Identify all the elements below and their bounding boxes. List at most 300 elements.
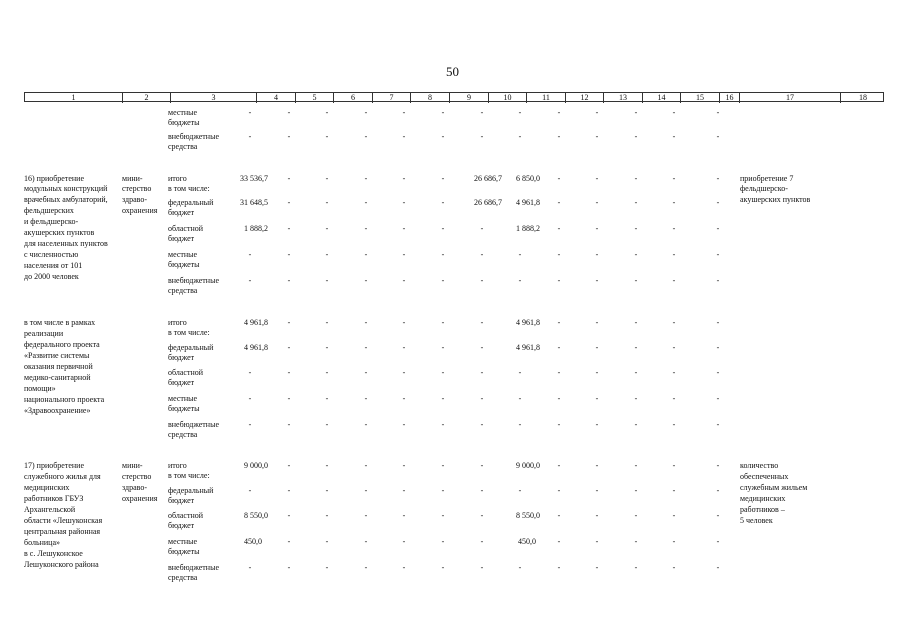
b16-vnebudzh-label-2: средства — [168, 286, 198, 295]
empty-cell-dash: - — [441, 132, 445, 141]
empty-cell-dash: - — [672, 461, 676, 470]
b16-itogo-c11: 6 850,0 — [516, 174, 540, 183]
block16-ministry-3: здраво- — [122, 195, 148, 204]
empty-cell-dash: - — [518, 250, 522, 259]
empty-cell-dash: - — [716, 563, 720, 572]
b16-result-1: приобретение 7 — [740, 174, 794, 183]
empty-cell-dash: - — [557, 276, 561, 285]
b16-oblast-label-2: бюджет — [168, 234, 195, 243]
b17-mestnye-label-2: бюджеты — [168, 547, 200, 556]
empty-cell-dash: - — [364, 368, 368, 377]
empty-cell-dash: - — [287, 368, 291, 377]
block17-title-3: медицинских — [24, 483, 70, 492]
block16-ministry-4: охранения — [122, 206, 158, 215]
header-cell-17: 17 — [739, 93, 840, 103]
empty-cell-dash: - — [364, 537, 368, 546]
empty-cell-dash: - — [325, 224, 329, 233]
empty-cell-dash: - — [672, 276, 676, 285]
block17-ministry-1: мини- — [122, 461, 143, 470]
b17-vnebudzh-label-1: внебюджетные — [168, 563, 219, 572]
empty-cell-dash: - — [287, 511, 291, 520]
empty-cell-dash: - — [634, 537, 638, 546]
blockfp-title-6: медико-санитарной — [24, 373, 91, 382]
header-cell-14: 14 — [642, 93, 680, 103]
header-cell-15: 15 — [680, 93, 719, 103]
empty-cell-dash: - — [672, 368, 676, 377]
empty-cell-dash: - — [595, 250, 599, 259]
empty-cell-dash: - — [557, 224, 561, 233]
b17-result-1: количество — [740, 461, 779, 470]
blockfp-title-2: реализации — [24, 329, 64, 338]
empty-cell-dash: - — [402, 108, 406, 117]
empty-cell-dash: - — [672, 486, 676, 495]
empty-cell-dash: - — [287, 420, 291, 429]
empty-cell-dash: - — [595, 318, 599, 327]
empty-cell-dash: - — [287, 132, 291, 141]
header-cell-1: 1 — [71, 93, 76, 102]
bfp-mestnye-label-1: местные — [168, 394, 198, 403]
empty-cell-dash: - — [441, 224, 445, 233]
row-label-vnebudzh-2: средства — [168, 142, 198, 151]
header-cell-8: 8 — [410, 93, 449, 103]
empty-cell-dash: - — [634, 461, 638, 470]
empty-cell-dash: - — [364, 276, 368, 285]
empty-cell-dash: - — [325, 198, 329, 207]
empty-cell-dash: - — [716, 250, 720, 259]
b16-oblast-c11: 1 888,2 — [516, 224, 540, 233]
empty-cell-dash: - — [325, 318, 329, 327]
empty-cell-dash: - — [248, 250, 252, 259]
empty-cell-dash: - — [402, 368, 406, 377]
b17-itogo-label: итого — [168, 461, 187, 470]
blockfp-title-5: оказания первичной — [24, 362, 93, 371]
empty-cell-dash: - — [672, 250, 676, 259]
b17-mestnye-c4: 450,0 — [244, 537, 262, 546]
b17-vtomchisle-label: в том числе: — [168, 471, 210, 480]
empty-cell-dash: - — [557, 198, 561, 207]
empty-cell-dash: - — [672, 563, 676, 572]
empty-cell-dash: - — [557, 108, 561, 117]
blockfp-title-3: федерального проекта — [24, 340, 100, 349]
empty-cell-dash: - — [441, 563, 445, 572]
empty-cell-dash: - — [672, 343, 676, 352]
empty-cell-dash: - — [480, 343, 484, 352]
empty-cell-dash: - — [287, 394, 291, 403]
empty-cell-dash: - — [402, 224, 406, 233]
empty-cell-dash: - — [441, 276, 445, 285]
empty-cell-dash: - — [287, 250, 291, 259]
empty-cell-dash: - — [634, 276, 638, 285]
empty-cell-dash: - — [287, 224, 291, 233]
empty-cell-dash: - — [364, 132, 368, 141]
empty-cell-dash: - — [557, 563, 561, 572]
empty-cell-dash: - — [634, 250, 638, 259]
empty-cell-dash: - — [325, 537, 329, 546]
empty-cell-dash: - — [672, 318, 676, 327]
header-cell-18: 18 — [840, 93, 885, 103]
b16-federal-c4: 31 648,5 — [240, 198, 268, 207]
empty-cell-dash: - — [672, 537, 676, 546]
header-cell-10: 10 — [488, 93, 526, 103]
row-label-mestnye-2: бюджеты — [168, 118, 200, 127]
empty-cell-dash: - — [364, 563, 368, 572]
empty-cell-dash: - — [480, 394, 484, 403]
b17-vnebudzh-label-2: средства — [168, 573, 198, 582]
b16-federal-c10: 26 686,7 — [474, 198, 502, 207]
empty-cell-dash: - — [672, 198, 676, 207]
empty-cell-dash: - — [248, 132, 252, 141]
empty-cell-dash: - — [325, 486, 329, 495]
empty-cell-dash: - — [402, 318, 406, 327]
b17-oblast-c4: 8 550,0 — [244, 511, 268, 520]
b17-oblast-label-2: бюджет — [168, 521, 195, 530]
block16-title-3: врачебных амбулаторий, — [24, 195, 108, 204]
empty-cell-dash: - — [364, 420, 368, 429]
empty-cell-dash: - — [364, 318, 368, 327]
bfp-vnebudzh-label-2: средства — [168, 430, 198, 439]
empty-cell-dash: - — [402, 276, 406, 285]
b17-result-4: медицинских — [740, 494, 786, 503]
empty-cell-dash: - — [557, 394, 561, 403]
empty-cell-dash: - — [634, 511, 638, 520]
empty-cell-dash: - — [402, 132, 406, 141]
header-cell-6: 6 — [333, 93, 372, 103]
empty-cell-dash: - — [480, 250, 484, 259]
empty-cell-dash: - — [480, 108, 484, 117]
page-number: 50 — [446, 64, 459, 79]
b17-mestnye-label-1: местные — [168, 537, 198, 546]
empty-cell-dash: - — [518, 394, 522, 403]
empty-cell-dash: - — [248, 108, 252, 117]
empty-cell-dash: - — [480, 461, 484, 470]
block17-ministry-4: охранения — [122, 494, 158, 503]
empty-cell-dash: - — [716, 461, 720, 470]
empty-cell-dash: - — [325, 420, 329, 429]
block16-title-4: фельдшерских — [24, 206, 74, 215]
empty-cell-dash: - — [634, 343, 638, 352]
header-cell-16: 16 — [719, 93, 739, 103]
bfp-federal-c11: 4 961,8 — [516, 343, 540, 352]
empty-cell-dash: - — [672, 394, 676, 403]
b16-mestnye-label-1: местные — [168, 250, 198, 259]
header-cell-13: 13 — [603, 93, 642, 103]
bfp-federal-label-1: федеральный — [168, 343, 214, 352]
empty-cell-dash: - — [441, 174, 445, 183]
empty-cell-dash: - — [595, 420, 599, 429]
bfp-vtomchisle-label: в том числе: — [168, 328, 210, 337]
empty-cell-dash: - — [441, 461, 445, 470]
empty-cell-dash: - — [364, 461, 368, 470]
blockfp-title-7: помощи» — [24, 384, 56, 393]
empty-cell-dash: - — [557, 343, 561, 352]
empty-cell-dash: - — [325, 461, 329, 470]
b17-result-6: 5 человек — [740, 516, 773, 525]
bfp-federal-c4: 4 961,8 — [244, 343, 268, 352]
empty-cell-dash: - — [634, 108, 638, 117]
block17-title-5: Архангельской — [24, 505, 76, 514]
header-cell-5: 5 — [295, 93, 333, 103]
empty-cell-dash: - — [402, 394, 406, 403]
bfp-federal-label-2: бюджет — [168, 353, 195, 362]
b17-result-3: служебным жильем — [740, 483, 808, 492]
empty-cell-dash: - — [402, 420, 406, 429]
block17-title-4: работников ГБУЗ — [24, 494, 84, 503]
bfp-itogo-c11: 4 961,8 — [516, 318, 540, 327]
row-label-mestnye-1: местные — [168, 108, 198, 117]
empty-cell-dash: - — [364, 250, 368, 259]
empty-cell-dash: - — [672, 511, 676, 520]
b17-oblast-c11: 8 550,0 — [516, 511, 540, 520]
b16-federal-c11: 4 961,8 — [516, 198, 540, 207]
block16-ministry-1: мини- — [122, 174, 143, 183]
empty-cell-dash: - — [557, 461, 561, 470]
empty-cell-dash: - — [441, 108, 445, 117]
b16-itogo-c4: 33 536,7 — [240, 174, 268, 183]
empty-cell-dash: - — [480, 132, 484, 141]
empty-cell-dash: - — [595, 461, 599, 470]
empty-cell-dash: - — [325, 563, 329, 572]
empty-cell-dash: - — [716, 537, 720, 546]
empty-cell-dash: - — [325, 394, 329, 403]
block17-title-2: служебного жилья для — [24, 472, 101, 481]
empty-cell-dash: - — [287, 486, 291, 495]
empty-cell-dash: - — [441, 511, 445, 520]
block16-title-5: и фельдшерско- — [24, 217, 79, 226]
empty-cell-dash: - — [441, 250, 445, 259]
empty-cell-dash: - — [716, 511, 720, 520]
b16-itogo-label: итого — [168, 174, 187, 183]
empty-cell-dash: - — [716, 318, 720, 327]
empty-cell-dash: - — [441, 318, 445, 327]
empty-cell-dash: - — [634, 132, 638, 141]
empty-cell-dash: - — [557, 250, 561, 259]
block16-title-10: до 2000 человек — [24, 272, 79, 281]
empty-cell-dash: - — [287, 537, 291, 546]
empty-cell-dash: - — [364, 511, 368, 520]
b16-itogo-c10: 26 686,7 — [474, 174, 502, 183]
empty-cell-dash: - — [557, 132, 561, 141]
empty-cell-dash: - — [287, 276, 291, 285]
empty-cell-dash: - — [518, 368, 522, 377]
block16-title-1: 16) приобретение — [24, 174, 85, 183]
empty-cell-dash: - — [634, 198, 638, 207]
table-header — [24, 92, 884, 102]
header-cell-9: 9 — [449, 93, 488, 103]
empty-cell-dash: - — [441, 343, 445, 352]
block16-title-9: населения от 101 — [24, 261, 83, 270]
b16-mestnye-label-2: бюджеты — [168, 260, 200, 269]
empty-cell-dash: - — [248, 486, 252, 495]
empty-cell-dash: - — [716, 132, 720, 141]
empty-cell-dash: - — [595, 108, 599, 117]
empty-cell-dash: - — [364, 486, 368, 495]
b17-federal-label-2: бюджет — [168, 496, 195, 505]
empty-cell-dash: - — [287, 318, 291, 327]
empty-cell-dash: - — [480, 318, 484, 327]
empty-cell-dash: - — [402, 198, 406, 207]
empty-cell-dash: - — [557, 511, 561, 520]
empty-cell-dash: - — [557, 486, 561, 495]
empty-cell-dash: - — [480, 224, 484, 233]
bfp-itogo-label: итого — [168, 318, 187, 327]
block17-title-6: области «Лешуконская — [24, 516, 103, 525]
empty-cell-dash: - — [441, 198, 445, 207]
empty-cell-dash: - — [716, 420, 720, 429]
empty-cell-dash: - — [634, 563, 638, 572]
empty-cell-dash: - — [480, 511, 484, 520]
header-cell-12: 12 — [565, 93, 603, 103]
empty-cell-dash: - — [518, 563, 522, 572]
empty-cell-dash: - — [557, 420, 561, 429]
empty-cell-dash: - — [287, 174, 291, 183]
empty-cell-dash: - — [480, 276, 484, 285]
empty-cell-dash: - — [441, 420, 445, 429]
empty-cell-dash: - — [634, 224, 638, 233]
empty-cell-dash: - — [518, 276, 522, 285]
header-cell-11: 11 — [526, 93, 565, 103]
empty-cell-dash: - — [634, 486, 638, 495]
b17-federal-label-1: федеральный — [168, 486, 214, 495]
block17-title-1: 17) приобретение — [24, 461, 85, 470]
empty-cell-dash: - — [672, 108, 676, 117]
empty-cell-dash: - — [595, 394, 599, 403]
empty-cell-dash: - — [402, 537, 406, 546]
empty-cell-dash: - — [325, 276, 329, 285]
empty-cell-dash: - — [557, 537, 561, 546]
empty-cell-dash: - — [557, 368, 561, 377]
empty-cell-dash: - — [716, 276, 720, 285]
block16-title-6: акушерских пунктов — [24, 228, 95, 237]
empty-cell-dash: - — [402, 174, 406, 183]
empty-cell-dash: - — [364, 108, 368, 117]
empty-cell-dash: - — [716, 394, 720, 403]
empty-cell-dash: - — [716, 198, 720, 207]
empty-cell-dash: - — [595, 486, 599, 495]
b16-vnebudzh-label-1: внебюджетные — [168, 276, 219, 285]
empty-cell-dash: - — [634, 368, 638, 377]
block16-title-8: с численностью — [24, 250, 79, 259]
empty-cell-dash: - — [595, 276, 599, 285]
b17-mestnye-c11: 450,0 — [518, 537, 536, 546]
row-label-vnebudzh-1: внебюджетные — [168, 132, 219, 141]
empty-cell-dash: - — [325, 511, 329, 520]
empty-cell-dash: - — [672, 224, 676, 233]
empty-cell-dash: - — [325, 343, 329, 352]
block17-title-7: центральная районная — [24, 527, 101, 536]
empty-cell-dash: - — [287, 198, 291, 207]
b16-federal-label-2: бюджет — [168, 208, 195, 217]
header-cell-2: 2 — [122, 93, 170, 103]
bfp-itogo-c4: 4 961,8 — [244, 318, 268, 327]
empty-cell-dash: - — [325, 132, 329, 141]
empty-cell-dash: - — [480, 368, 484, 377]
b17-itogo-c11: 9 000,0 — [516, 461, 540, 470]
header-cell-3: 3 — [170, 93, 256, 103]
empty-cell-dash: - — [287, 563, 291, 572]
blockfp-title-4: «Развитие системы — [24, 351, 90, 360]
empty-cell-dash: - — [716, 108, 720, 117]
bfp-vnebudzh-label-1: внебюджетные — [168, 420, 219, 429]
empty-cell-dash: - — [364, 343, 368, 352]
empty-cell-dash: - — [716, 368, 720, 377]
blockfp-title-9: «Здравоохранение» — [24, 406, 91, 415]
empty-cell-dash: - — [325, 174, 329, 183]
empty-cell-dash: - — [287, 108, 291, 117]
empty-cell-dash: - — [402, 343, 406, 352]
empty-cell-dash: - — [441, 368, 445, 377]
block16-ministry-2: стерство — [122, 184, 152, 193]
empty-cell-dash: - — [248, 394, 252, 403]
empty-cell-dash: - — [634, 394, 638, 403]
empty-cell-dash: - — [480, 563, 484, 572]
empty-cell-dash: - — [557, 174, 561, 183]
empty-cell-dash: - — [364, 174, 368, 183]
empty-cell-dash: - — [402, 563, 406, 572]
empty-cell-dash: - — [402, 511, 406, 520]
block16-title-7: для населенных пунктов — [24, 239, 108, 248]
empty-cell-dash: - — [716, 343, 720, 352]
empty-cell-dash: - — [557, 318, 561, 327]
blockfp-title-1: в том числе в рамках — [24, 318, 96, 327]
empty-cell-dash: - — [402, 250, 406, 259]
block17-title-10: Лешуконского района — [24, 560, 99, 569]
empty-cell-dash: - — [248, 563, 252, 572]
empty-cell-dash: - — [716, 486, 720, 495]
empty-cell-dash: - — [364, 224, 368, 233]
empty-cell-dash: - — [248, 276, 252, 285]
block17-ministry-3: здраво- — [122, 483, 148, 492]
empty-cell-dash: - — [595, 174, 599, 183]
empty-cell-dash: - — [480, 486, 484, 495]
bfp-mestnye-label-2: бюджеты — [168, 404, 200, 413]
empty-cell-dash: - — [518, 132, 522, 141]
empty-cell-dash: - — [441, 486, 445, 495]
b16-federal-label-1: федеральный — [168, 198, 214, 207]
empty-cell-dash: - — [248, 368, 252, 377]
empty-cell-dash: - — [595, 132, 599, 141]
empty-cell-dash: - — [287, 461, 291, 470]
empty-cell-dash: - — [672, 174, 676, 183]
empty-cell-dash: - — [634, 318, 638, 327]
empty-cell-dash: - — [325, 250, 329, 259]
empty-cell-dash: - — [287, 343, 291, 352]
empty-cell-dash: - — [595, 198, 599, 207]
empty-cell-dash: - — [716, 224, 720, 233]
b17-result-2: обеспеченных — [740, 472, 789, 481]
b16-vtomchisle-label: в том числе: — [168, 184, 210, 193]
b16-oblast-label-1: областной — [168, 224, 204, 233]
b16-oblast-c4: 1 888,2 — [244, 224, 268, 233]
block16-title-2: модульных конструкций — [24, 184, 108, 193]
bfp-oblast-label-1: областной — [168, 368, 204, 377]
block17-title-9: в с. Лешуконское — [24, 549, 83, 558]
empty-cell-dash: - — [248, 420, 252, 429]
empty-cell-dash: - — [480, 420, 484, 429]
empty-cell-dash: - — [518, 486, 522, 495]
empty-cell-dash: - — [441, 394, 445, 403]
block17-title-8: больница» — [24, 538, 60, 547]
bfp-oblast-label-2: бюджет — [168, 378, 195, 387]
empty-cell-dash: - — [634, 420, 638, 429]
b16-result-2: фельдшерско- — [740, 184, 788, 193]
empty-cell-dash: - — [634, 174, 638, 183]
b17-itogo-c4: 9 000,0 — [244, 461, 268, 470]
empty-cell-dash: - — [595, 537, 599, 546]
block17-ministry-2: стерство — [122, 472, 152, 481]
empty-cell-dash: - — [595, 368, 599, 377]
empty-cell-dash: - — [364, 198, 368, 207]
empty-cell-dash: - — [402, 461, 406, 470]
